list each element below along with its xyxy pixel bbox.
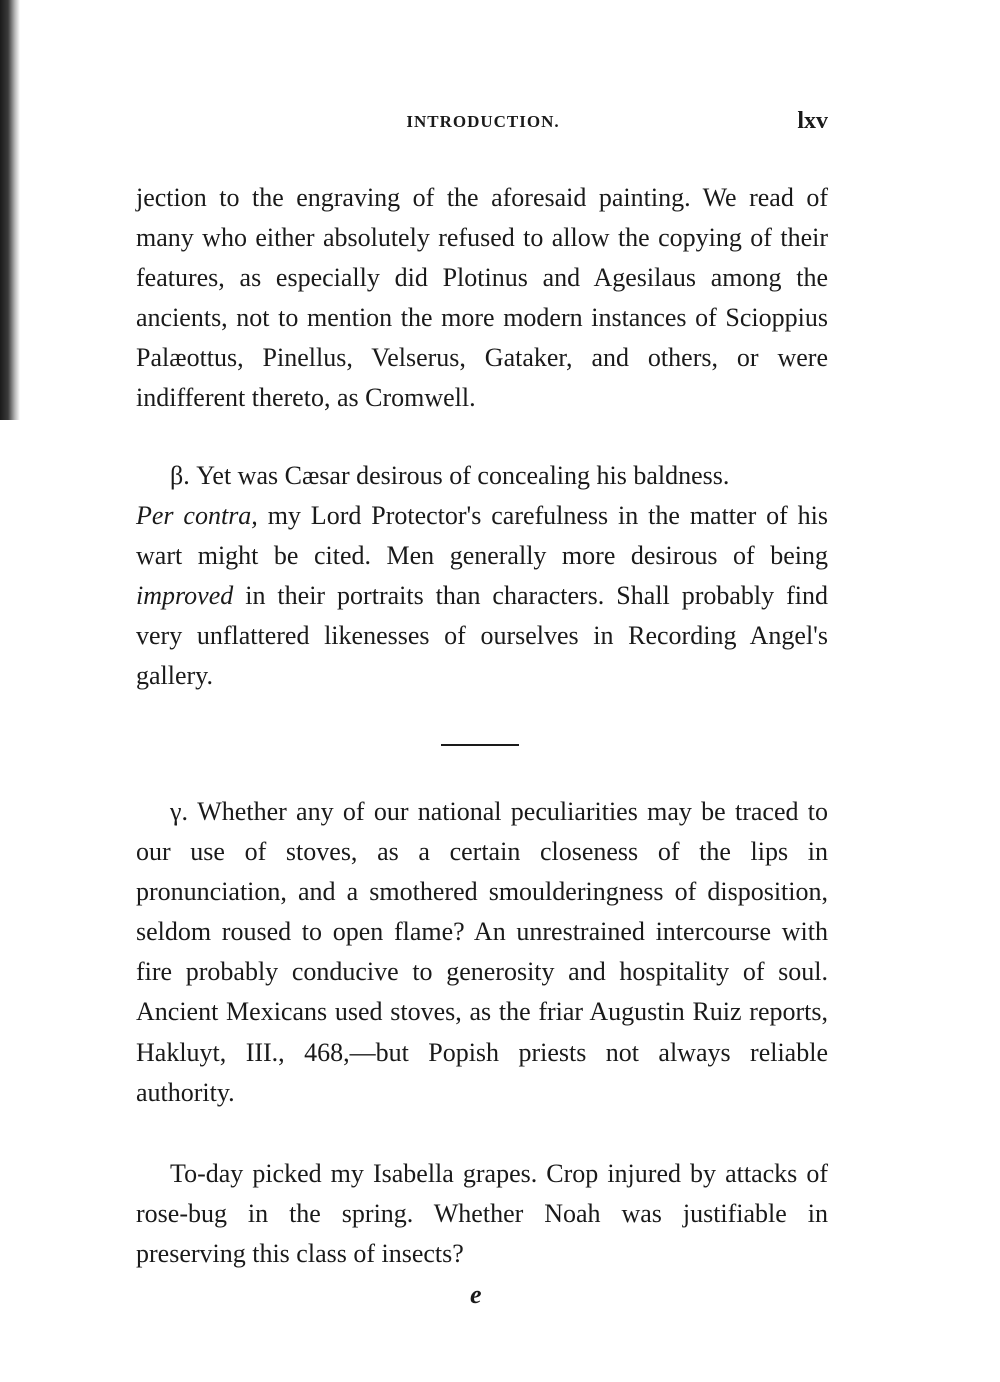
paragraph-2-end: in their portraits than characters. Shall probably find very unflattered likenesses of ourselves in Recording Angel's gallery. [136, 581, 828, 691]
page-number: lxv [797, 108, 828, 134]
paragraph-4-text: To-day picked my Isabella grapes. Crop injured by attacks of rose-bug in the spring. Whether Noah was justifiable in preserving this class of insects? [136, 1159, 828, 1269]
paragraph-3-text: γ. Whether any of our national peculiarities may be traced to our use of stoves, as a certain closeness of the lips in pronunciation, and a smothered smoulderingness of disposition, seldom roused to open flame? An unrestrained intercourse with fire probably conducive to generosity and hospitality of soul. Ancient Mexicans used stoves, as the friar Augustin Ruiz reports, Hakluyt, III., 468,—but Popish priests not always reliable authority. [136, 797, 828, 1107]
running-title: INTRODUCTION. [406, 112, 560, 131]
paragraph-2 [136, 456, 828, 697]
paragraph-4 [136, 1154, 828, 1274]
paragraph-1 [136, 178, 828, 419]
paragraph-2-improved: improved [136, 581, 234, 611]
section-divider [441, 744, 519, 746]
paragraph-1-text: jection to the engraving of the aforesaid painting. We read of many who either absolutely refused to allow the copying of their features, as especially did Plotinus and Agesilaus among the ancients, not to mention the more modern instances of Scioppius Palæottus, Pinellus, Velserus, Gataker, and others, or were indifferent thereto, as Cromwell. [136, 183, 828, 413]
paragraph-2-lead: β. Yet was Cæsar desirous of concealing his baldness. [170, 461, 730, 490]
paragraph-3 [136, 792, 828, 1113]
paragraph-2-per-contra: Per contra, [136, 501, 258, 531]
book-spine-shadow [0, 0, 20, 420]
paragraph-2-middle: my Lord Protector's carefulness in the matter of his wart might be cited. Men generally more desirous of being [136, 501, 829, 571]
page-header [138, 108, 828, 138]
signature-mark: e [470, 1280, 482, 1309]
